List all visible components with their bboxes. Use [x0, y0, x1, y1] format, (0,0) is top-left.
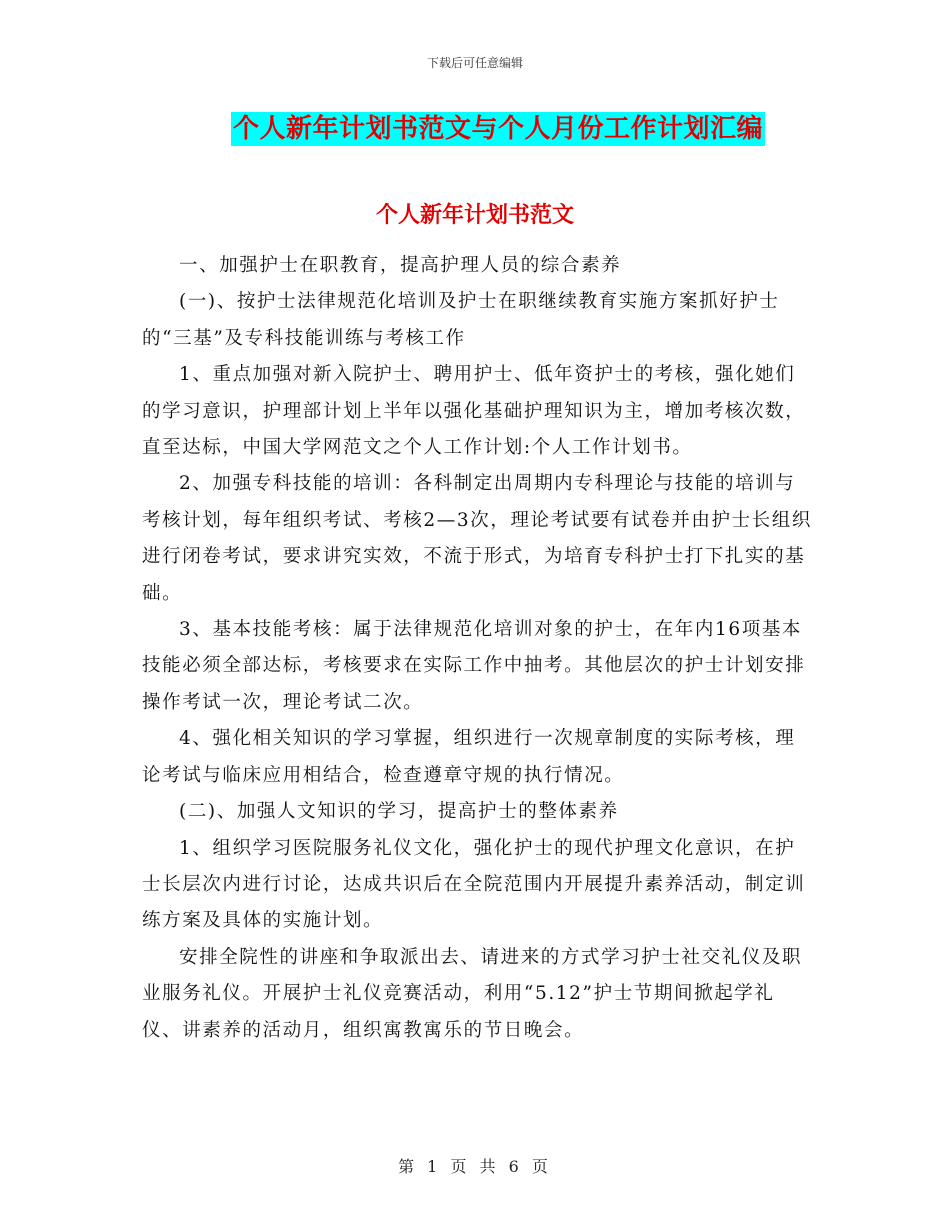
document-body: [142, 248, 814, 1049]
section-title: 个人新年计划书范文: [375, 203, 574, 228]
document-title: 个人新年计划书范文与个人月份工作计划汇编: [232, 114, 763, 144]
paragraph: 3、基本技能考核：属于法律规范化培训对象的护士，在年内16项基本技能必须全部达标，考核要求在实际工作中抽考。其他层次的护士计划安排操作考试一次，理论考试二次。: [142, 619, 806, 713]
paragraph: 1、重点加强对新入院护士、聘用护士、低年资护士的考核，强化她们的学习意识，护理部计划上半年以强化基础护理知识为主，增加考核次数，直至达标，中国大学网范文之个人工作计划:个人工作计划书。: [142, 364, 806, 459]
header-note: 下载后可任意编辑: [426, 56, 523, 70]
paragraph: 1、组织学习医院服务礼仪文化，强化护士的现代护理文化意识，在护士长层次内进行讨论，达成共识后在全院范围内开展提升素养活动，制定训练方案及具体的实施计划。: [142, 837, 806, 932]
main-title-container: [0, 112, 950, 146]
paragraph: (二)、加强人文知识的学习，提高护士的整体素养: [179, 801, 619, 823]
paragraph: (一)、按护士法律规范化培训及护士在职继续教育实施方案抓好护士的“三基”及专科技能训练与考核工作: [142, 291, 780, 349]
paragraph: 2、加强专科技能的培训：各科制定出周期内专科理论与技能的培训与考核计划，每年组织考试、考核2—3次，理论考试要有试卷并由护士长组织进行闭卷考试，要求讲究实效，不流于形式，为培育专科护士打下扎实的基础。: [142, 473, 812, 604]
paragraph: 一、加强护士在职教育，提高护理人员的综合素养: [179, 255, 622, 276]
paragraph: 安排全院性的讲座和争取派出去、请进来的方式学习护士社交礼仪及职业服务礼仪。开展护士礼仪竞赛活动，利用“5.12”护士节期间掀起学礼仪、讲素养的活动月，组织寓教寓乐的节日晚会。: [142, 946, 803, 1041]
page-footer: 第 1 页 共 6 页: [398, 1157, 552, 1176]
paragraph: 4、强化相关知识的学习掌握，组织进行一次规章制度的实际考核，理论考试与临床应用相结合，检查遵章守规的执行情况。: [142, 728, 796, 786]
